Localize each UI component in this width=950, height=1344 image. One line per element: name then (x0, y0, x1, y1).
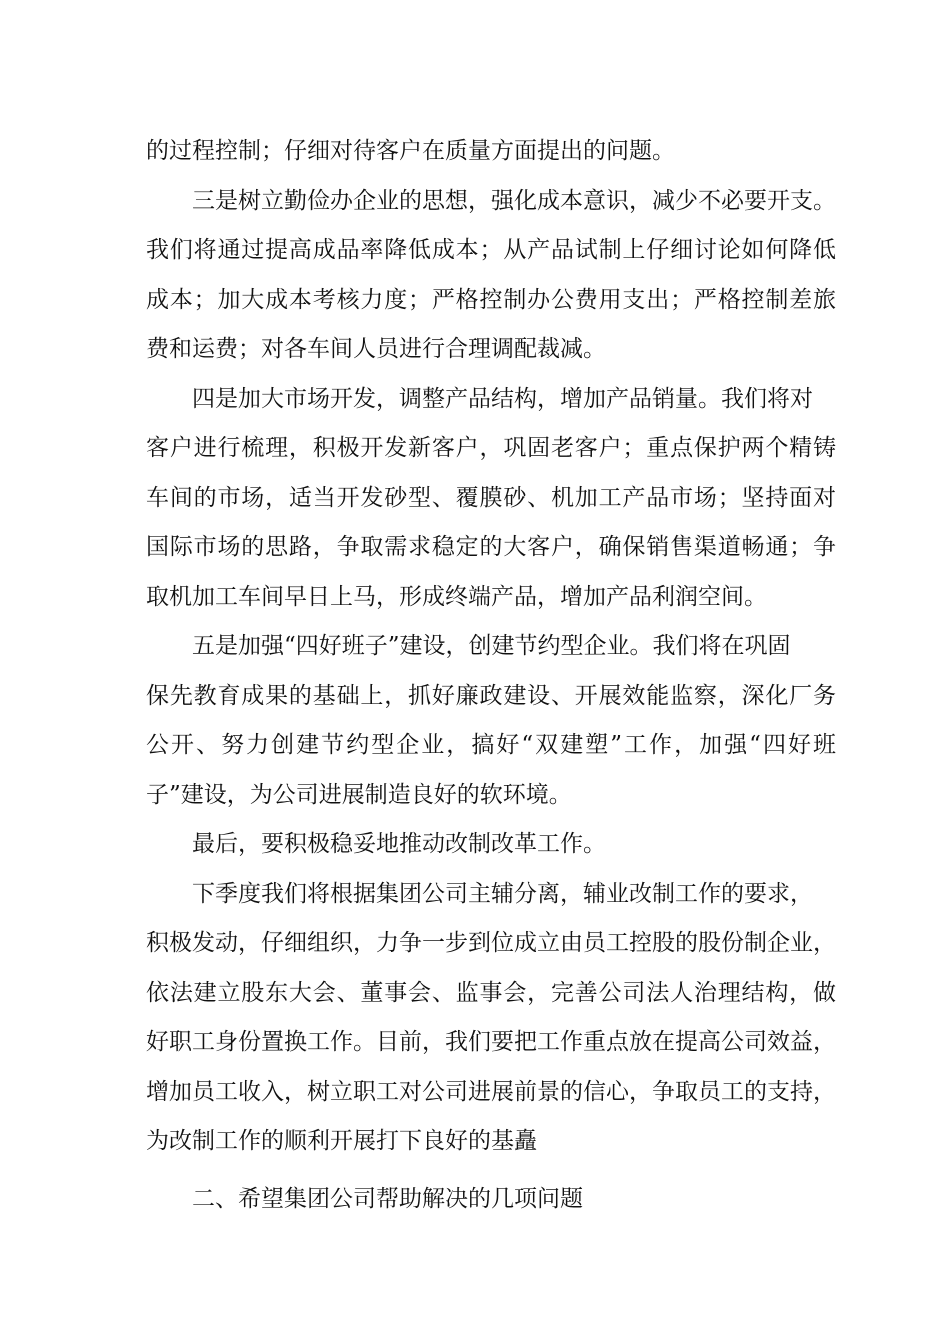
text-line: 成本；加大成本考核力度；严格控制办公费用支出；严格控制差旅 (146, 286, 836, 313)
text-line: 为改制工作的顺利开展打下良好的基矗 (146, 1128, 537, 1154)
text-line: 车间的市场，适当开发砂型、覆膜砂、机加工产品市场；坚持面对 (146, 484, 836, 511)
text-line: 客户进行梳理，积极开发新客户，巩固老客户；重点保护两个精铸 (146, 435, 836, 461)
text-line: 国际市场的思路，争取需求稳定的大客户，确保销售渠道畅通；争 (146, 534, 836, 560)
paragraph-first-line: 四是加大市场开发，调整产品结构，增加产品销量。我们将对 (192, 385, 813, 412)
text-line: 积极发动，仔细组织，力争一步到位成立由员工控股的股份制企业， (146, 930, 836, 956)
text-line: 的过程控制；仔细对待客户在质量方面提出的问题。 (146, 138, 675, 164)
text-line: 取机加工车间早日上马，形成终端产品，增加产品利润空间。 (146, 583, 767, 610)
paragraph-first-line: 最后，要积极稳妥地推动改制改革工作。 (192, 831, 606, 857)
paragraph-first-line: 三是树立勤俭办企业的思想，强化成本意识，减少不必要开支。 (192, 187, 836, 214)
text-line: 我们将通过提高成品率降低成本；从产品试制上仔细讨论如何降低 (146, 237, 836, 263)
text-line: 好职工身份置换工作。目前，我们要把工作重点放在提高公司效益， (146, 1029, 836, 1055)
text-line: 子”建设，为公司进展制造良好的软环境。 (146, 781, 572, 808)
text-line: 增加员工收入，树立职工对公司进展前景的信心，争取员工的支持， (146, 1078, 836, 1105)
text-line: 公开、努力创建节约型企业，搞好“双建塑”工作，加强“四好班 (146, 732, 836, 758)
text-line: 依法建立股东大会、董事会、监事会，完善公司法人治理结构，做 (146, 979, 836, 1006)
text-line: 费和运费；对各车间人员进行合理调配裁减。 (146, 336, 606, 362)
text-line: 保先教育成果的基础上，抓好廉政建设、开展效能监察，深化厂务 (146, 682, 836, 709)
paragraph-first-line: 下季度我们将根据集团公司主辅分离，辅业改制工作的要求， (192, 880, 813, 907)
section-heading: 二、希望集团公司帮助解决的几项问题 (192, 1185, 583, 1212)
document-body (146, 127, 836, 1224)
paragraph-first-line: 五是加强“四好班子”建设，创建节约型企业。我们将在巩固 (192, 633, 791, 659)
